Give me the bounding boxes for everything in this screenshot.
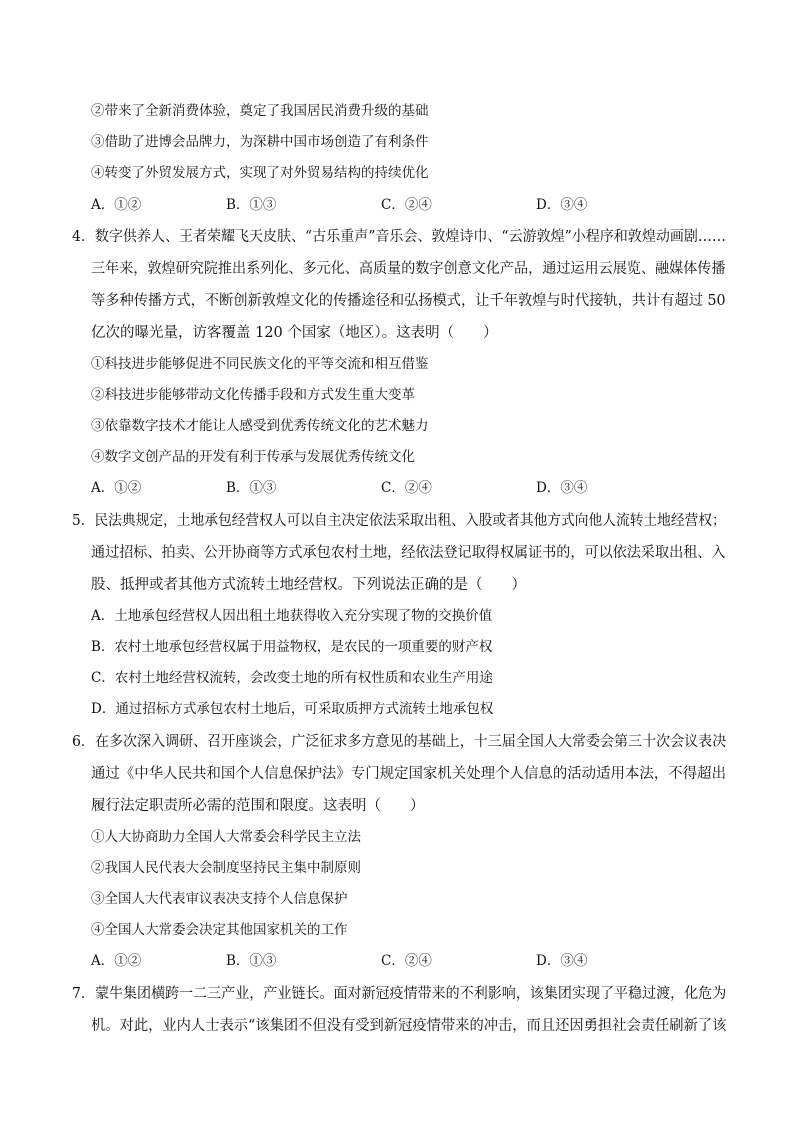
q3-option-c[interactable]: C．②④ — [381, 197, 432, 213]
q6-option-a[interactable]: A．①② — [91, 953, 142, 969]
q4-item-1: ①科技进步能够促进不同民族文化的平等交流和相互借鉴 — [91, 356, 429, 372]
q6-item-2: ②我国人民代表大会制度坚持民主集中制原则 — [91, 860, 361, 876]
q4-option-d[interactable]: D．③④ — [536, 480, 588, 496]
q6-item-3: ③全国人大代表审议表决支持个人信息保护 — [91, 891, 348, 907]
q5-option-c[interactable]: C．农村土地经营权流转，会改变土地的所有权性质和农业生产用途 — [91, 670, 493, 686]
q3-option-b[interactable]: B．①③ — [226, 197, 277, 213]
q3-item-2: ②带来了全新消费体验，奠定了我国居民消费升级的基础 — [91, 103, 429, 119]
q4-stem-line-4: 亿次的曝光量，访客覆盖 120 个国家（地区）。这表明（ ） — [91, 325, 498, 341]
q6-item-4: ④全国人大常委会决定其他国家机关的工作 — [91, 922, 348, 938]
q6-stem-line-3: 履行法定职责所必需的范围和限度。这表明（ ） — [91, 798, 425, 814]
q5-option-b[interactable]: B．农村土地承包经营权属于用益物权，是农民的一项重要的财产权 — [91, 639, 493, 655]
q6-option-d[interactable]: D．③④ — [536, 953, 588, 969]
q6-item-1: ①人大协商助力全国人大常委会科学民主立法 — [91, 829, 361, 845]
q6-option-c[interactable]: C．②④ — [381, 953, 432, 969]
q3-option-a[interactable]: A．①② — [91, 197, 142, 213]
q5-stem-line-2: 通过招标、拍卖、公开协商等方式承包农村土地，经依法登记取得权属证书的，可以依法采取出租、入 — [91, 545, 726, 561]
q5-stem-line-1: 5．民法典规定，土地承包经营权人可以自主决定依法采取出租、入股或者其他方式向他人流转土地经营权； — [72, 513, 726, 529]
q7-stem-line-2: 机。对此，业内人士表示“该集团不但没有受到新冠疫情带来的冲击，而且还因勇担社会责任刷新了该 — [91, 1018, 727, 1034]
q4-item-4: ④数字文创产品的开发有利于传承与发展优秀传统文化 — [91, 449, 415, 465]
q4-stem-line-1: 4．数字供养人、王者荣耀飞天皮肤、“古乐重声”音乐会、敦煌诗巾、“云游敦煌”小程序和敦煌动画剧…… — [72, 229, 726, 245]
q4-item-3: ③依靠数字技术才能让人感受到优秀传统文化的艺术魅力 — [91, 418, 429, 434]
q6-stem-line-2: 通过《中华人民共和国个人信息保护法》专门规定国家机关处理个人信息的活动适用本法，不得超出 — [91, 766, 727, 782]
q4-stem-line-3: 等多种传播方式，不断创新敦煌文化的传播途径和弘扬模式，让千年敦煌与时代接轨，共计有超过 50 — [91, 293, 726, 309]
q4-option-b[interactable]: B．①③ — [226, 480, 277, 496]
q5-option-d[interactable]: D．通过招标方式承包农村土地后，可采取质押方式流转土地承包权 — [91, 701, 494, 717]
q4-option-a[interactable]: A．①② — [91, 480, 142, 496]
q3-item-3: ③借助了进博会品牌力，为深耕中国市场创造了有利条件 — [91, 134, 429, 150]
q4-item-2: ②科技进步能够带动文化传播手段和方式发生重大变革 — [91, 387, 415, 403]
q5-option-a[interactable]: A．土地承包经营权人因出租土地获得收入充分实现了物的交换价值 — [91, 608, 493, 624]
q6-option-b[interactable]: B．①③ — [226, 953, 277, 969]
q4-option-c[interactable]: C．②④ — [381, 480, 432, 496]
q7-stem-line-1: 7．蒙牛集团横跨一二三产业，产业链长。面对新冠疫情带来的不利影响，该集团实现了平稳过渡，化危为 — [72, 986, 727, 1002]
q3-option-d[interactable]: D．③④ — [536, 197, 588, 213]
q4-stem-line-2: 三年来，敦煌研究院推出系列化、多元化、高质量的数字创意文化产品，通过运用云展览、融媒体传播 — [91, 261, 726, 277]
q5-stem-line-3: 股、抵押或者其他方式流转土地经营权。下列说法正确的是（ ） — [91, 577, 526, 593]
q3-item-4: ④转变了外贸发展方式，实现了对外贸易结构的持续优化 — [91, 165, 429, 181]
q6-stem-line-1: 6．在多次深入调研、召开座谈会，广泛征求多方意见的基础上，十三届全国人大常委会第三十次会议表决 — [72, 734, 727, 750]
